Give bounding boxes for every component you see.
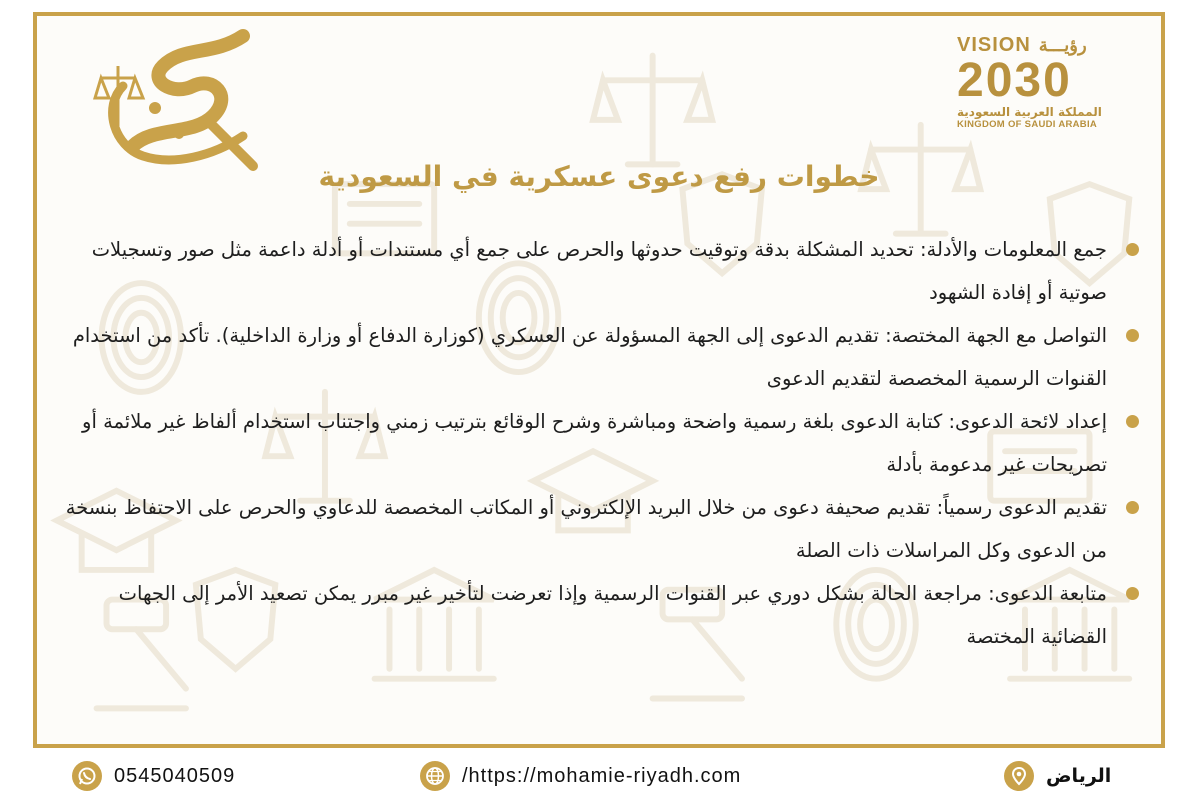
phone-contact[interactable] [72, 760, 235, 792]
list-item [53, 486, 1143, 572]
location-pin-icon [1004, 761, 1034, 791]
bullet-dot-icon [1126, 415, 1139, 428]
list-item [53, 228, 1143, 314]
contact-footer [0, 752, 1200, 800]
city-name: الرياض [1046, 765, 1112, 787]
list-item [53, 572, 1143, 658]
step-text: متابعة الدعوى: مراجعة الحالة بشكل دوري عبر القنوات الرسمية وإذا تعرضت لتأخير غير مبرر يمكن تصعيد الأمر إلى الجهات القضائية المختصة [118, 582, 1107, 648]
step-text: تقديم الدعوى رسمياً: تقديم صحيفة دعوى من خلال البريد الإلكتروني أو المكاتب المخصصة للدعاوي والحرص على الاحتفاظ بنسخة من الدعوى وكل المراسلات ذات الصلة [65, 496, 1107, 562]
steps-list [53, 228, 1143, 658]
list-item [53, 400, 1143, 486]
globe-icon[interactable] [420, 761, 450, 791]
step-text: جمع المعلومات والأدلة: تحديد المشكلة بدقة وتوقيت حدوثها والحرص على جمع أي مستندات أو أدلة داعمة مثل صور وتسجيلات صوتية أو إفادة الشهود [91, 238, 1107, 304]
step-text: التواصل مع الجهة المختصة: تقديم الدعوى إلى الجهة المسؤولة عن العسكري (كوزارة الدفاع أو وزارة الداخلية). تأكد من استخدام القنوات الرسمية المخصصة لتقديم الدعوى [72, 324, 1107, 390]
location [1004, 760, 1111, 792]
bullet-dot-icon [1126, 501, 1139, 514]
vision-word: VISION [957, 34, 1031, 56]
bullet-dot-icon [1126, 587, 1139, 600]
kingdom-arabic: المملكة العربية السعودية [957, 105, 1102, 119]
website-url[interactable]: /https://mohamie-riyadh.com [462, 764, 742, 787]
page-title: خطوات رفع دعوى عسكرية في السعودية [318, 160, 880, 193]
vision-year: 2030 [957, 54, 1072, 107]
phone-number[interactable]: 0545040509 [114, 764, 236, 787]
kingdom-english: KINGDOM OF SAUDI ARABIA [957, 119, 1098, 130]
website-link[interactable] [420, 760, 741, 792]
bullet-dot-icon [1126, 243, 1139, 256]
vision-2030-logo [957, 34, 1147, 144]
scales-watermark-icon [593, 56, 712, 165]
list-item [53, 314, 1143, 400]
calligraphy-logo-icon [93, 26, 263, 181]
bullet-dot-icon [1126, 329, 1139, 342]
step-text: إعداد لائحة الدعوى: كتابة الدعوى بلغة رسمية واضحة ومباشرة وشرح الوقائع بترتيب زمني واجتناب استخدام ألفاظ غير ملائمة أو تصريحات غير مدعومة بأدلة [82, 410, 1107, 476]
vision-arabic: رؤيـــة [1038, 35, 1087, 55]
content-frame [33, 12, 1165, 748]
whatsapp-icon[interactable] [72, 761, 102, 791]
